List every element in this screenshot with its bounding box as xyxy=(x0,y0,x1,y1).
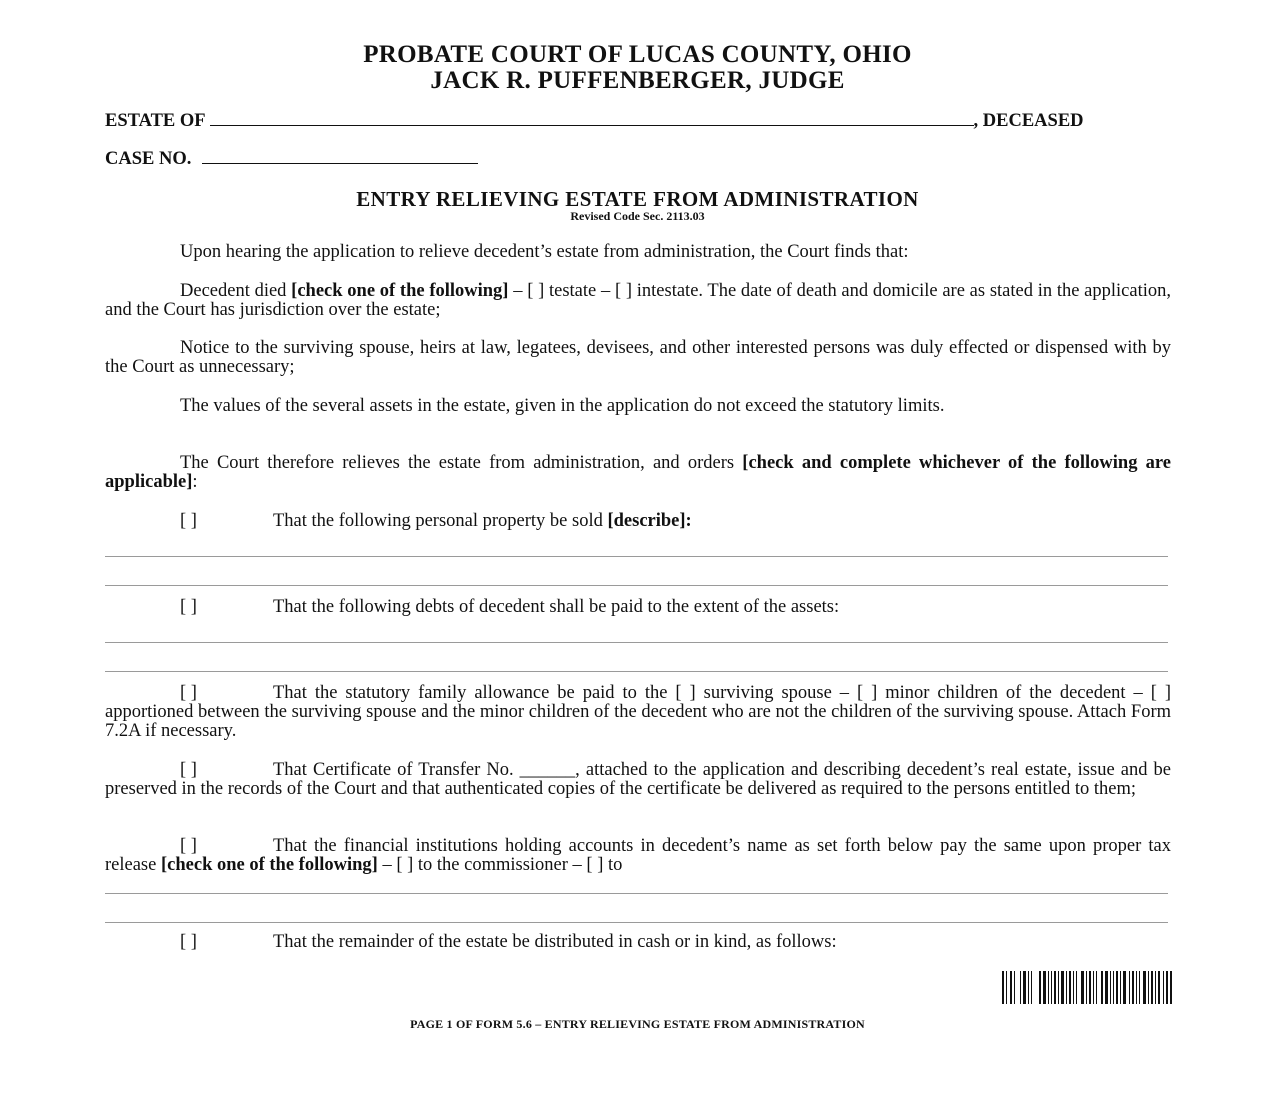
deceased-label: , DECEASED xyxy=(973,111,1084,131)
estate-name-field[interactable] xyxy=(210,125,974,126)
statute-reference: Revised Code Sec. 2113.03 xyxy=(570,209,705,223)
barcode-icon xyxy=(1002,971,1172,1004)
died-instruction: [check one of the following] xyxy=(291,281,509,301)
transfer-text: That Certificate of Transfer No. ______, attached to the application and describing decedent’s real estate, issue and be preserved in the records of the Court and that authenticated copies of the certificate be delivered as required to the persons entitled to them; xyxy=(105,760,1171,799)
case-label: CASE NO. xyxy=(105,149,192,169)
notice-text: Notice to the surviving spouse, heirs at law, legatees, devisees, and other interested persons was duly effected or dispensed with by the Court as unnecessary; xyxy=(105,338,1171,377)
notice-paragraph xyxy=(105,339,1171,377)
orders-instruction: [check and complete whichever of the following are applicable] xyxy=(105,453,1172,492)
item-remainder xyxy=(180,933,837,952)
died-text-b: – [ ] testate – [ ] intestate. The date of death and domicile are as stated in the application, and the Court has jurisdiction over the estate; xyxy=(105,281,1171,320)
died-text-a: Decedent died xyxy=(180,281,292,301)
intro-paragraph: Upon hearing the application to relieve decedent’s estate from administration, the Court finds that: xyxy=(180,242,909,262)
property-sold-instruction: [describe]: xyxy=(607,511,692,531)
allowance-checkbox[interactable]: [ ] xyxy=(180,683,197,703)
debts-line-2[interactable] xyxy=(105,671,1168,672)
financial-line-1[interactable] xyxy=(105,893,1168,894)
values-text: The values of the several assets in the estate, given in the application do not exceed the statutory limits. xyxy=(180,396,945,416)
item-family-allowance xyxy=(105,684,1171,741)
orders-text-a: The Court therefore relieves the estate from administration, and orders xyxy=(180,453,743,473)
case-caption-row xyxy=(105,149,478,170)
financial-text-b: – [ ] to the commissioner – [ ] to xyxy=(377,855,623,875)
estate-label: ESTATE OF xyxy=(105,111,205,131)
remainder-checkbox[interactable]: [ ] xyxy=(180,932,197,952)
estate-caption-row xyxy=(105,111,1084,132)
orders-text-b: : xyxy=(192,472,198,492)
financial-line-2[interactable] xyxy=(105,922,1168,923)
case-number-field[interactable] xyxy=(202,163,478,164)
property-line-2[interactable] xyxy=(105,585,1168,586)
item-certificate-transfer xyxy=(105,761,1171,799)
financial-text-a: That the financial institutions holding accounts in decedent’s name as set forth below pay the same upon proper tax release xyxy=(105,836,1171,875)
item-financial-institutions xyxy=(105,837,1171,875)
debts-checkbox[interactable]: [ ] xyxy=(180,597,197,617)
decedent-died-paragraph xyxy=(105,282,1171,320)
item-debts xyxy=(180,598,839,617)
page-footer: PAGE 1 OF FORM 5.6 – ENTRY RELIEVING ESTATE FROM ADMINISTRATION xyxy=(410,1017,865,1031)
property-line-1[interactable] xyxy=(105,556,1168,557)
debts-text: That the following debts of decedent shall be paid to the extent of the assets: xyxy=(273,597,840,617)
court-name: PROBATE COURT OF LUCAS COUNTY, OHIO xyxy=(363,41,912,68)
item-property-sold xyxy=(180,512,692,531)
form-title: ENTRY RELIEVING ESTATE FROM ADMINISTRATION xyxy=(356,187,919,211)
property-sold-checkbox[interactable]: [ ] xyxy=(180,511,197,531)
transfer-checkbox[interactable]: [ ] xyxy=(180,760,197,780)
remainder-text: That the remainder of the estate be distributed in cash or in kind, as follows: xyxy=(273,932,837,952)
allowance-text: That the statutory family allowance be paid to the [ ] surviving spouse – [ ] minor children of the decedent – [ ] apportioned between the surviving spouse and the minor children of the decedent who are not the children of the surviving spouse. Attach Form 7.2A if necessary. xyxy=(105,683,1171,741)
property-sold-text: That the following personal property be sold xyxy=(273,511,608,531)
values-paragraph xyxy=(105,397,1171,416)
orders-paragraph xyxy=(105,454,1171,492)
financial-checkbox[interactable]: [ ] xyxy=(180,836,197,856)
financial-instruction: [check one of the following] xyxy=(160,855,378,875)
judge-name: JACK R. PUFFENBERGER, JUDGE xyxy=(430,67,845,94)
debts-line-1[interactable] xyxy=(105,642,1168,643)
